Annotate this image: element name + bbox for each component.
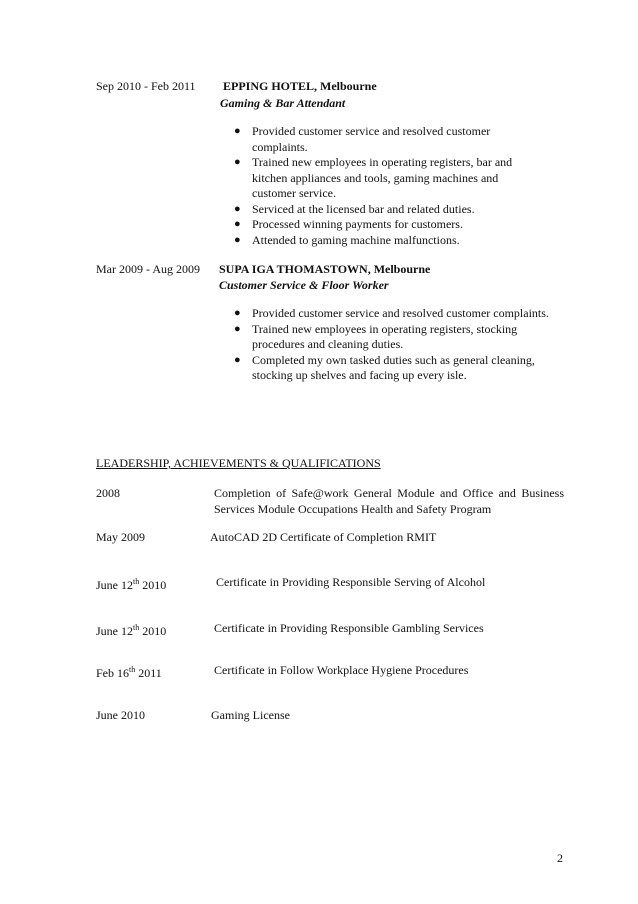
qual-4-desc: Certificate in Providing Responsible Gambling Services [214,621,484,635]
qual-3-date: June 12th 2010 [96,577,167,592]
list-item: ● Attended to gaming machine malfunctions. [234,232,460,247]
list-item: ● Trained new employees in operating registers, stocking procedures and cleaning duties. [234,321,518,351]
bullet-icon: ● [234,353,241,366]
qual-1-date: 2008 [96,486,120,500]
list-item: ● Processed winning payments for customers. [234,217,463,231]
job-1-employer: EPPING HOTEL, Melbourne [223,79,377,93]
list-item: ● Trained new employees in operating registers, bar and kitchen appliances and tools, gaming machines and customer service. [234,155,513,200]
page-number: 2 [557,851,563,865]
bullet-icon: ● [234,125,241,137]
list-item: ● Serviced at the licensed bar and related duties. [234,201,475,216]
job-1-role: Gaming & Bar Attendant [220,96,346,110]
qual-5-date: Feb 16th 2011 [96,665,162,680]
qual-1-desc: Completion of Safe@work General Module and Office and Business Services Module Occupations Health and Safety Program [214,486,564,516]
section-heading: LEADERSHIP, ACHIEVEMENTS & QUALIFICATIONS [96,456,381,470]
bullet-icon: ● [234,233,241,246]
qual-4-date: June 12th 2010 [96,623,167,638]
qual-2-date: May 2009 [96,530,145,544]
bullet-icon: ● [234,156,241,168]
list-item: ● Completed my own tasked duties such as general cleaning, stocking up shelves and facing up every isle. [234,352,535,382]
qual-3-desc: Certificate in Providing Responsible Serving of Alcohol [216,575,486,589]
bullet-icon: ● [234,307,241,319]
bullet-icon: ● [234,322,241,335]
job-2-dates: Mar 2009 - Aug 2009 [96,262,200,276]
list-item: ● Provided customer service and resolved customer complaints. [234,306,549,320]
job-2-duties [234,306,564,384]
qual-2-desc: AutoCAD 2D Certificate of Completion RMIT [210,530,437,544]
qual-5-desc: Certificate in Follow Workplace Hygiene Procedures [214,663,469,677]
qual-6-date: June 2010 [96,708,145,722]
job-1-duties [234,124,544,248]
qual-6-desc: Gaming License [211,708,290,722]
bullet-icon: ● [234,218,241,230]
job-1-dates: Sep 2010 - Feb 2011 [96,79,196,93]
bullet-icon: ● [234,202,241,215]
job-2-role: Customer Service & Floor Worker [219,278,389,292]
list-item: ● Provided customer service and resolved customer complaints. [234,124,491,154]
job-2-employer: SUPA IGA THOMASTOWN, Melbourne [219,262,431,276]
